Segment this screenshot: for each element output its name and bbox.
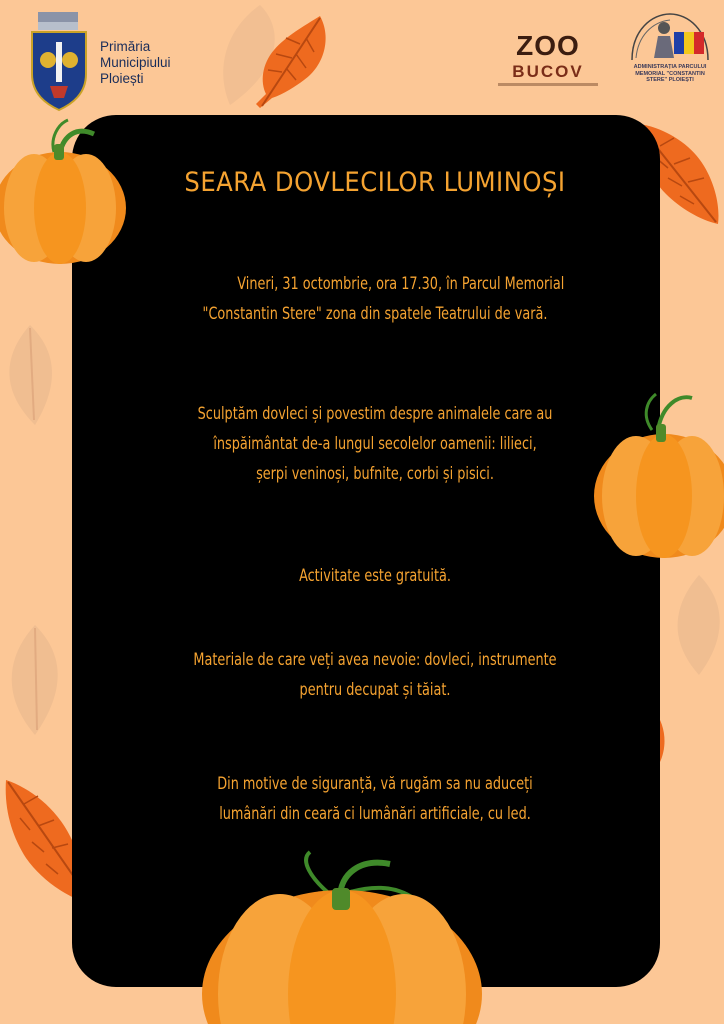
para5-line2: lumânări din ceară ci lumânări artificiale, cu led. xyxy=(219,804,531,823)
paragraph-date-location xyxy=(132,269,619,329)
zoo-tagline-line xyxy=(498,83,598,86)
paragraph-free xyxy=(132,561,619,591)
zoo-sub: BUCOV xyxy=(512,62,584,81)
poster-title: SEARA DOVLECILOR LUMINOȘI xyxy=(184,167,566,198)
para5-line1: Din motive de siguranță, vă rugăm sa nu aduceți xyxy=(217,774,533,793)
municipality-line2: Municipiului xyxy=(100,55,171,70)
para1-line1: Vineri, 31 octombrie, ora 17.30, în Parcul Memorial xyxy=(237,274,565,293)
park-text: ADMINISTRAȚIA PARCULUI MEMORIAL "CONSTANTIN STERE" PLOIEȘTI xyxy=(633,64,707,83)
faint-leaf-right-icon xyxy=(664,570,724,680)
para1-line2: "Constantin Stere" zona din spatele Teatrului de vară. xyxy=(202,304,548,323)
paragraph-activity xyxy=(132,399,619,489)
faint-leaf-left-icon xyxy=(0,320,70,430)
autumn-leaf-top-icon xyxy=(220,8,340,118)
para2-line2: înspăimântat de-a lungul secolelor oamenii: lilieci, xyxy=(213,434,537,453)
municipality-line1: Primăria xyxy=(100,39,151,54)
park-logo xyxy=(622,10,718,94)
zoo-word: ZOO xyxy=(516,30,580,61)
para2-line1: Sculptăm dovleci și povestim despre animalele care au xyxy=(197,404,553,423)
poster-content xyxy=(72,115,660,987)
park-logo-icon xyxy=(622,10,718,64)
coat-of-arms-icon xyxy=(28,12,90,112)
faint-leaf-left2-icon xyxy=(0,620,75,740)
municipality-line3: Ploiești xyxy=(100,71,144,86)
para3: Activitate este gratuită. xyxy=(299,566,451,585)
municipality-logo xyxy=(28,12,208,112)
para2-line3: șerpi veninoși, bufnite, corbi și pisici. xyxy=(256,464,494,483)
zoo-logo xyxy=(494,28,602,90)
para4-line1: Materiale de care veți avea nevoie: dovleci, instrumente xyxy=(193,650,557,669)
para4-line2: pentru decupat și tăiat. xyxy=(299,680,451,699)
paragraph-materials xyxy=(132,645,619,705)
paragraph-safety xyxy=(132,769,619,829)
